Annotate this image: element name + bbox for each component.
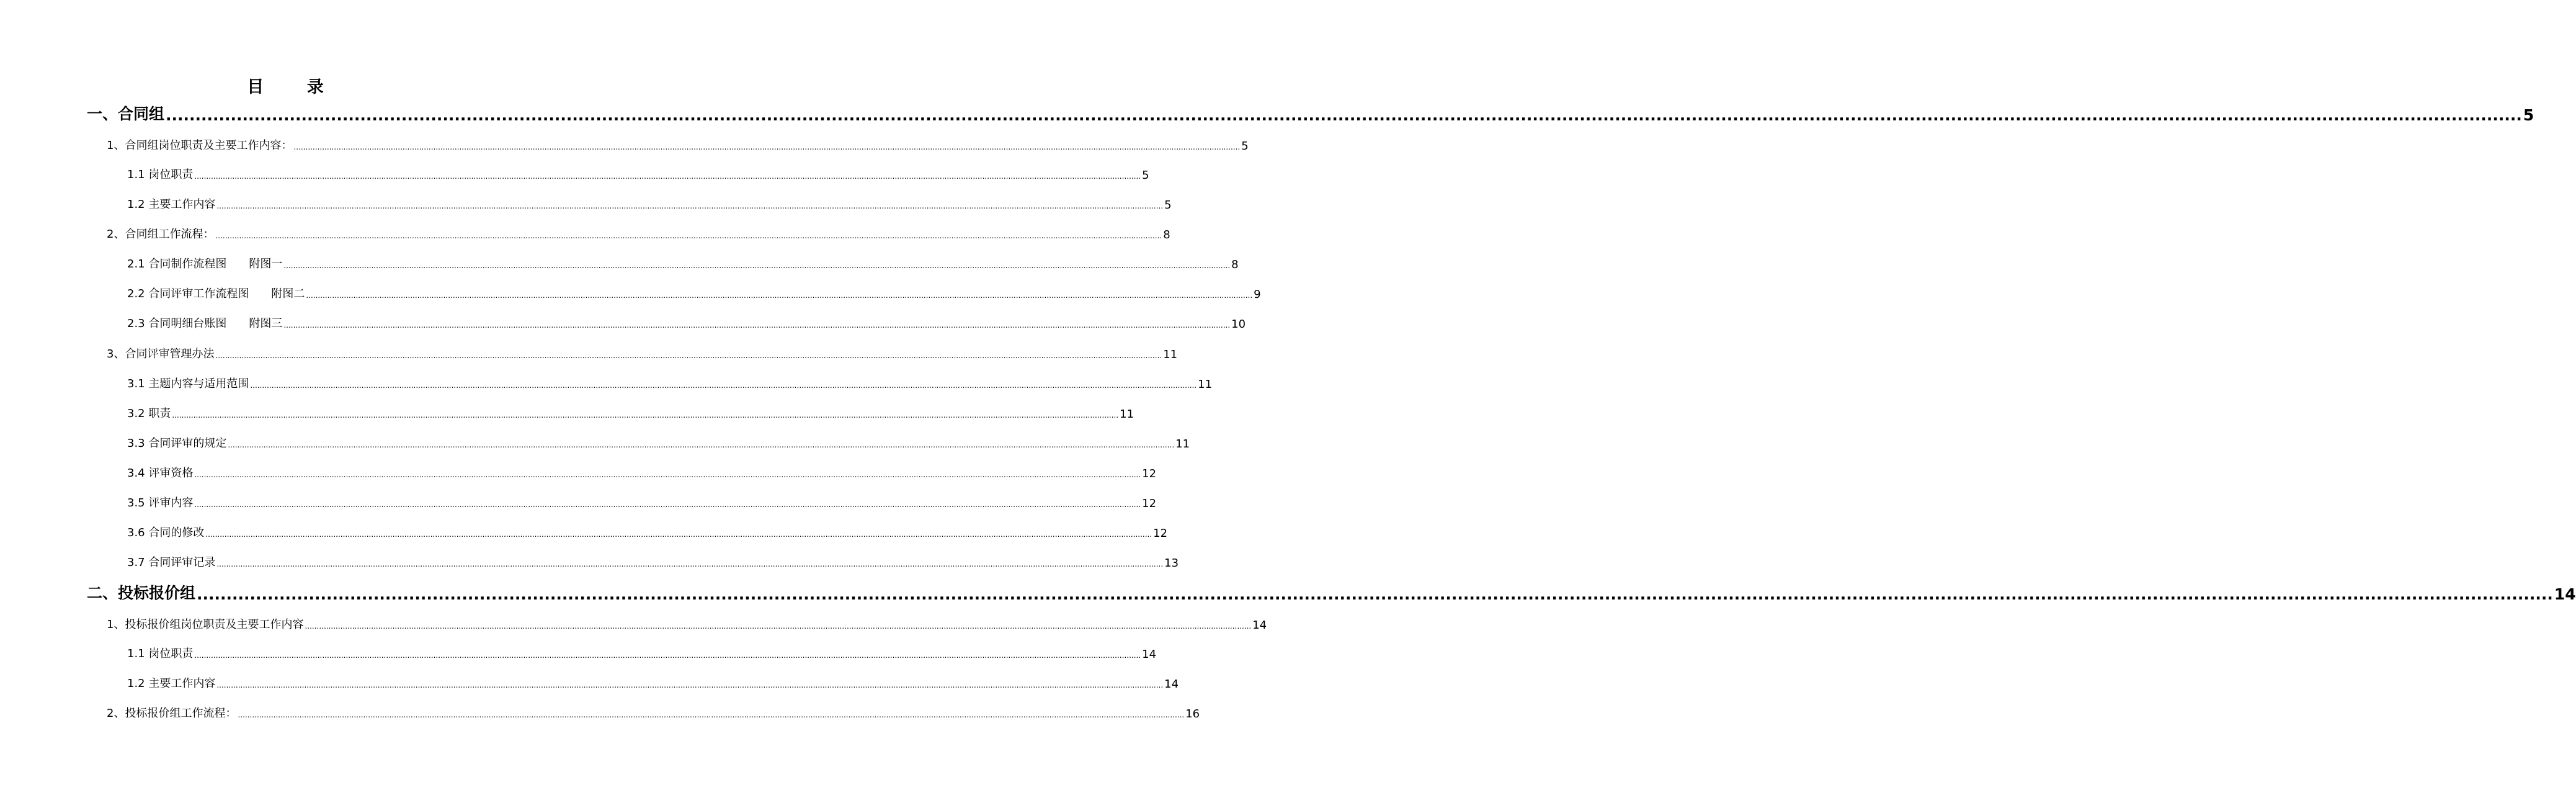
toc-dot-leader: ................................................................................................................................................................................................................................................................................................................................................................................................................	[305, 622, 1252, 631]
toc-entry-title: 3.7 合同评审记录	[127, 556, 216, 569]
toc-entry-title: 一、合同组	[87, 105, 165, 123]
toc-dot-leader: ................................................................................................................................................................................................................................................................................................................................................................................................................	[194, 172, 1141, 181]
toc-entry-title: 二、投标报价组	[87, 584, 196, 602]
toc-entry[interactable]	[107, 225, 1170, 241]
toc-page-number: 14	[1164, 678, 1179, 691]
toc-dot-leader: ................................................................................................................................................................................................................................................................................................................................................................................................................	[283, 261, 1231, 270]
toc-dot-leader: ................................................................................................................................................................................................................................................................................................................................................................................................................	[172, 411, 1119, 420]
toc-entry[interactable]	[127, 494, 1157, 510]
toc-page-number: 13	[1164, 557, 1179, 570]
toc-dot-leader: ................................................................................................................................................................................................................................................................................................................................................................................................................	[194, 470, 1141, 479]
toc-page-number: 8	[1163, 228, 1170, 241]
toc-entry[interactable]	[127, 464, 1157, 480]
toc-page-number: 8	[1231, 258, 1239, 271]
toc-entry[interactable]	[127, 645, 1157, 661]
toc-page-number: 11	[1175, 438, 1190, 451]
toc-entry-title: 3.3 合同评审的规定	[127, 437, 227, 450]
toc-entry-title: 2.3 合同明细台账图 附图三	[127, 317, 283, 330]
toc-entry[interactable]	[127, 166, 1149, 182]
toc-dot-leader: ................................................................................................................................................................................................................................................................................................................................................................................................................	[205, 530, 1152, 539]
toc-entry[interactable]	[107, 616, 1267, 632]
toc-entry[interactable]	[87, 582, 2576, 603]
toc-entry[interactable]	[127, 405, 1134, 421]
toc-dot-leader: ................................................................................................................................................................................................................................................................................................................................................................................................................	[216, 560, 1164, 568]
toc-page-number: 10	[1231, 318, 1246, 331]
toc-entry-title: 2.2 合同评审工作流程图 附图二	[127, 287, 305, 300]
toc-entry[interactable]	[127, 524, 1168, 540]
toc-entry-title: 3.5 评审内容	[127, 496, 194, 509]
toc-page-number: 11	[1198, 378, 1213, 391]
toc-dot-leader: ................................................................................................................................................................................................................................................................................................................................................................................................................	[238, 711, 1185, 719]
toc-page-number: 16	[1185, 707, 1200, 720]
toc-page-number: 14	[1252, 619, 1267, 632]
toc-entry[interactable]	[127, 375, 1213, 391]
toc-entry[interactable]	[127, 675, 1179, 691]
toc-dot-leader: ................................................................................................................................................................................................................................................................................................................................................................................................................	[250, 381, 1197, 390]
toc-entry-title: 2、合同组工作流程：	[107, 228, 215, 241]
toc-dot-leader: ................................................................................................................................................................................................................................................................................................................................................................................................................	[216, 202, 1164, 210]
toc-page-number: 5	[1164, 199, 1172, 212]
toc-entry-title: 2、投标报价组工作流程：	[107, 707, 237, 720]
toc-entry-title: 3.6 合同的修改	[127, 526, 205, 539]
toc-entry-title: 1.2 主要工作内容	[127, 198, 216, 211]
toc-entry[interactable]	[127, 554, 1179, 570]
toc-dot-leader: ................................................................................................................................................................................................................................................................................................................................................................................................................	[306, 291, 1253, 300]
toc-page-number: 11	[1120, 408, 1134, 421]
toc-page-number: 11	[1163, 348, 1178, 361]
toc-dot-leader: ................................................................................................................................................................................................................................................................................................................................................................................................................	[166, 106, 2522, 124]
toc-entry[interactable]	[107, 704, 1200, 720]
toc-entry-title: 3、合同评审管理办法	[107, 348, 215, 361]
toc-dot-leader: ................................................................................................................................................................................................................................................................................................................................................................................................................	[215, 231, 1162, 240]
toc-entry-title: 1、合同组岗位职责及主要工作内容：	[107, 139, 293, 152]
toc-entry[interactable]	[127, 195, 1172, 212]
toc-entry-title: 2.1 合同制作流程图 附图一	[127, 258, 283, 271]
toc-dot-leader: ................................................................................................................................................................................................................................................................................................................................................................................................................	[216, 681, 1164, 689]
toc-entry[interactable]	[127, 285, 1261, 301]
toc-page-number: 5	[1241, 140, 1249, 153]
toc-page-number: 5	[2523, 106, 2534, 124]
toc-dot-leader: ................................................................................................................................................................................................................................................................................................................................................................................................................	[194, 500, 1141, 509]
toc-dot-leader: ................................................................................................................................................................................................................................................................................................................................................................................................................	[215, 351, 1162, 360]
toc-dot-leader: ................................................................................................................................................................................................................................................................................................................................................................................................................	[293, 143, 1241, 151]
toc-entry[interactable]	[127, 255, 1239, 271]
toc-entry-title: 1.2 主要工作内容	[127, 677, 216, 690]
page-title: 目 录	[247, 78, 342, 97]
toc-page-number: 12	[1142, 497, 1157, 510]
toc-page-number: 9	[1254, 288, 1261, 301]
toc-entry-title: 3.4 评审资格	[127, 467, 194, 480]
toc-dot-leader: ................................................................................................................................................................................................................................................................................................................................................................................................................	[283, 321, 1231, 330]
toc-entry[interactable]	[107, 137, 1249, 153]
toc-entry-title: 1、投标报价组岗位职责及主要工作内容	[107, 618, 304, 631]
toc-entry-title: 3.1 主题内容与适用范围	[127, 377, 249, 390]
toc-entry[interactable]	[127, 315, 1246, 331]
toc-page-number: 5	[1142, 169, 1149, 182]
toc-entry[interactable]	[127, 434, 1190, 451]
toc-dot-leader: ................................................................................................................................................................................................................................................................................................................................................................................................................	[228, 441, 1175, 449]
toc-entry[interactable]	[107, 345, 1178, 361]
toc-page-number: 14	[2554, 585, 2576, 603]
toc-entry[interactable]	[87, 103, 2534, 124]
toc-entry-title: 1.1 岗位职责	[127, 647, 194, 660]
toc-page-number: 14	[1142, 648, 1157, 661]
toc-entry-title: 1.1 岗位职责	[127, 168, 194, 181]
toc-page-number: 12	[1153, 527, 1168, 540]
toc-page-number: 12	[1142, 467, 1157, 480]
toc-entry-title: 3.2 职责	[127, 407, 171, 420]
toc-dot-leader: ................................................................................................................................................................................................................................................................................................................................................................................................................	[194, 651, 1141, 660]
toc-dot-leader: ................................................................................................................................................................................................................................................................................................................................................................................................................	[197, 585, 2553, 603]
